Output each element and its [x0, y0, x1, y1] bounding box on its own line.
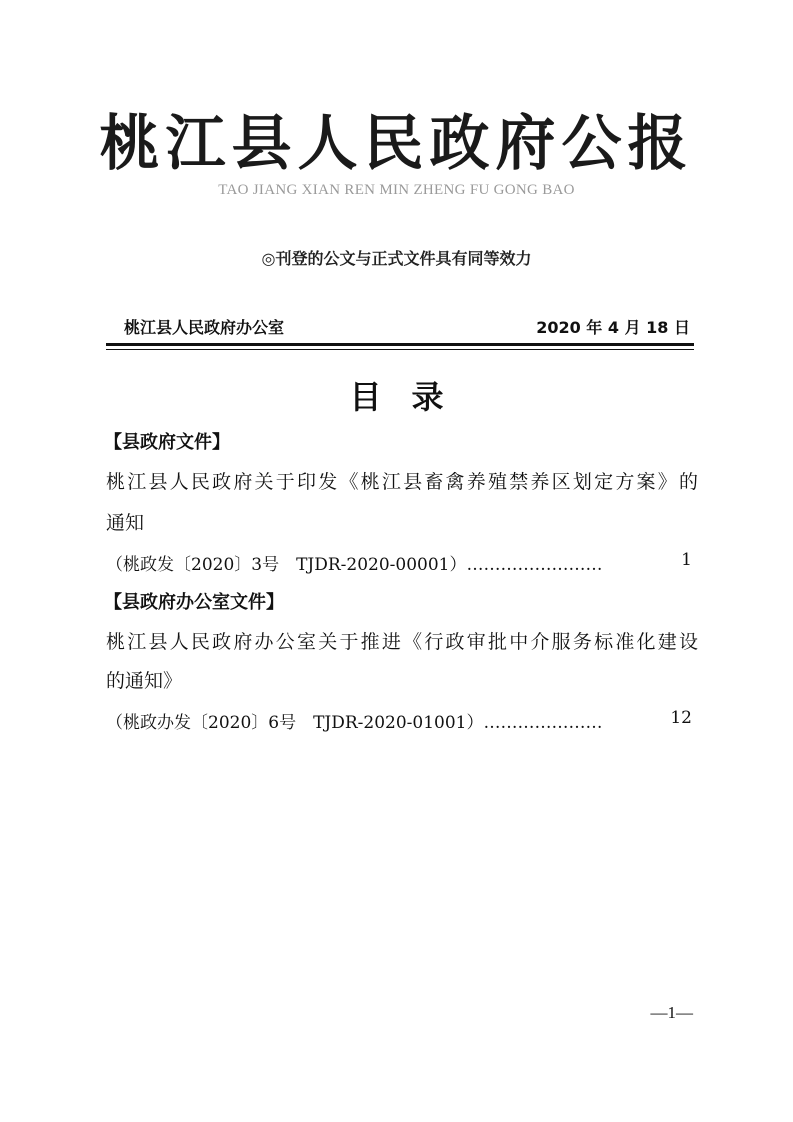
toc-entry-doc-number: （桃政办发〔2020〕6号 TJDR-2020-01001）………………… — [106, 713, 603, 733]
toc-entry-title-line[interactable]: 桃江县人民政府关于印发《桃江县畜禽养殖禁养区划定方案》的 — [106, 471, 698, 493]
header-rule-thick — [106, 343, 694, 346]
toc-entry-reference[interactable] — [106, 550, 692, 575]
toc-entry-title-line[interactable]: 的通知》 — [106, 670, 183, 692]
section-heading-county-government-office: 【县政府办公室文件】 — [104, 592, 284, 613]
toc-entry-title-line[interactable]: 通知 — [106, 512, 145, 534]
validity-notice: ◎刊登的公文与正式文件具有同等效力 — [261, 249, 532, 268]
page-number: —1— — [650, 1003, 693, 1022]
toc-entry-page-number: 1 — [681, 550, 692, 570]
toc-entry-doc-number: （桃政发〔2020〕3号 TJDR-2020-00001）…………………… — [106, 555, 603, 575]
issue-date: 2020 年 4 月 18 日 — [536, 318, 690, 337]
gazette-pinyin-subtitle: TAO JIANG XIAN REN MIN ZHENG FU GONG BAO — [218, 182, 575, 198]
header-rule-thin — [106, 349, 694, 350]
toc-entry-page-number: 12 — [670, 708, 692, 728]
section-heading-county-government: 【县政府文件】 — [104, 432, 230, 453]
issuing-office: 桃江县人民政府办公室 — [124, 318, 285, 337]
toc-entry-title-line[interactable]: 桃江县人民政府办公室关于推进《行政审批中介服务标准化建设 — [106, 631, 698, 653]
toc-entry-reference[interactable] — [106, 708, 692, 733]
toc-title: 目录 — [349, 378, 474, 416]
gazette-masthead-title: 桃江县人民政府公报 — [99, 109, 694, 179]
